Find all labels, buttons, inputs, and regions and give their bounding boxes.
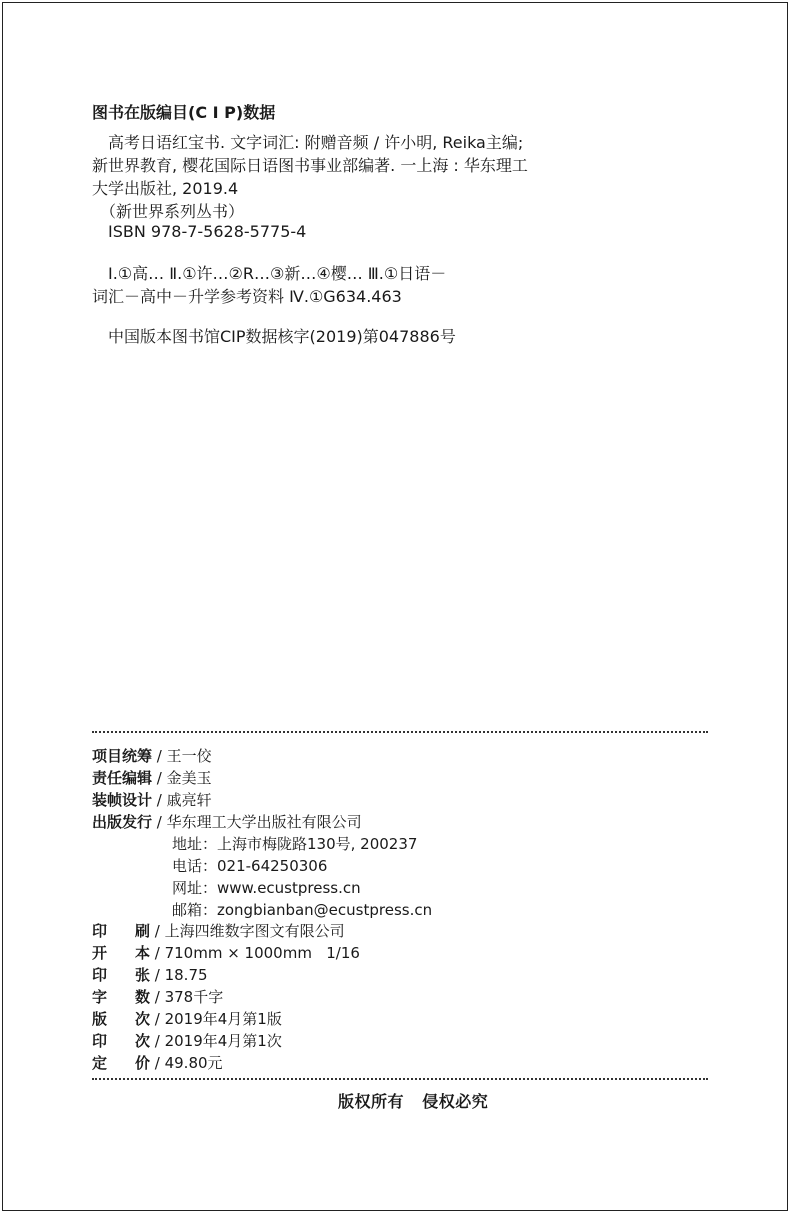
design-label: 装帧设计 [92,791,153,809]
price-row [92,1052,223,1073]
website-line: 网址：www.ecustpress.cn [172,879,361,897]
editor-value: / 金美玉 [152,769,212,787]
cip-line-1: 高考日语红宝书. 文字词汇: 附赠音频 / 许小明, Reika主编; [108,133,524,152]
edition-row [92,1008,282,1029]
cip-record-number: 中国版本图书馆CIP数据核字(2019)第047886号 [108,327,456,346]
design-value: / 戚亮轩 [152,791,212,809]
sheets-label-b: 张 [134,966,150,984]
sheets-label-a: 印 [92,966,108,984]
price-label-b: 价 [134,1054,150,1072]
divider-top [92,731,708,733]
cip-line-2: 新世界教育, 樱花国际日语图书事业部编著. 一上海 : 华东理工 [92,156,528,175]
edition-label-b: 次 [134,1010,150,1028]
price-value: / 49.80元 [150,1054,223,1072]
printing-row [92,920,345,941]
printing-label-b: 刷 [134,922,150,940]
words-value: / 378千字 [150,988,224,1006]
cip-line-4: （新世界系列丛书） [100,202,245,221]
format-label-b: 本 [134,944,150,962]
words-label-a: 字 [92,988,108,1006]
price-label-a: 定 [92,1054,108,1072]
publisher-row [92,811,362,832]
format-label-a: 开 [92,944,108,962]
sheets-row [92,964,208,985]
publisher-label: 出版发行 [92,813,153,831]
cip-classification-2: 词汇－高中－升学参考资料 Ⅳ.①G634.463 [92,287,402,306]
impression-label-b: 次 [134,1032,150,1050]
sheets-value: / 18.75 [150,966,208,984]
copyright-notice: 版权所有 侵权必究 [338,1092,489,1111]
words-label-b: 数 [134,988,150,1006]
impression-row [92,1030,282,1051]
phone-line: 电话：021-64250306 [172,857,328,875]
project-label: 项目统筹 [92,747,153,765]
email-line: 邮箱：zongbianban@ecustpress.cn [172,901,433,919]
editor-row [92,767,212,788]
cip-heading: 图书在版编目(C I P)数据 [92,103,276,122]
words-row [92,986,223,1007]
format-row [92,942,360,963]
editor-label: 责任编辑 [92,769,153,787]
publisher-value: / 华东理工大学出版社有限公司 [152,813,362,831]
impression-label-a: 印 [92,1032,108,1050]
project-row [92,745,212,766]
impression-value: / 2019年4月第1次 [150,1032,282,1050]
address-line: 地址：上海市梅陇路130号, 200237 [172,835,418,853]
format-value: / 710mm × 1000mm 1/16 [150,944,360,962]
printing-label-a: 印 [92,922,108,940]
project-value: / 王一佼 [152,747,212,765]
edition-label-a: 版 [92,1010,108,1028]
cip-line-3: 大学出版社, 2019.4 [92,179,239,198]
divider-bottom [92,1078,708,1080]
cip-classification-1: Ⅰ.①高… Ⅱ.①许…②R…③新…④樱… Ⅲ.①日语－ [108,264,447,283]
design-row [92,789,212,810]
edition-value: / 2019年4月第1版 [150,1010,282,1028]
cip-isbn: ISBN 978-7-5628-5775-4 [108,222,307,241]
printing-value: / 上海四维数字图文有限公司 [150,922,345,940]
